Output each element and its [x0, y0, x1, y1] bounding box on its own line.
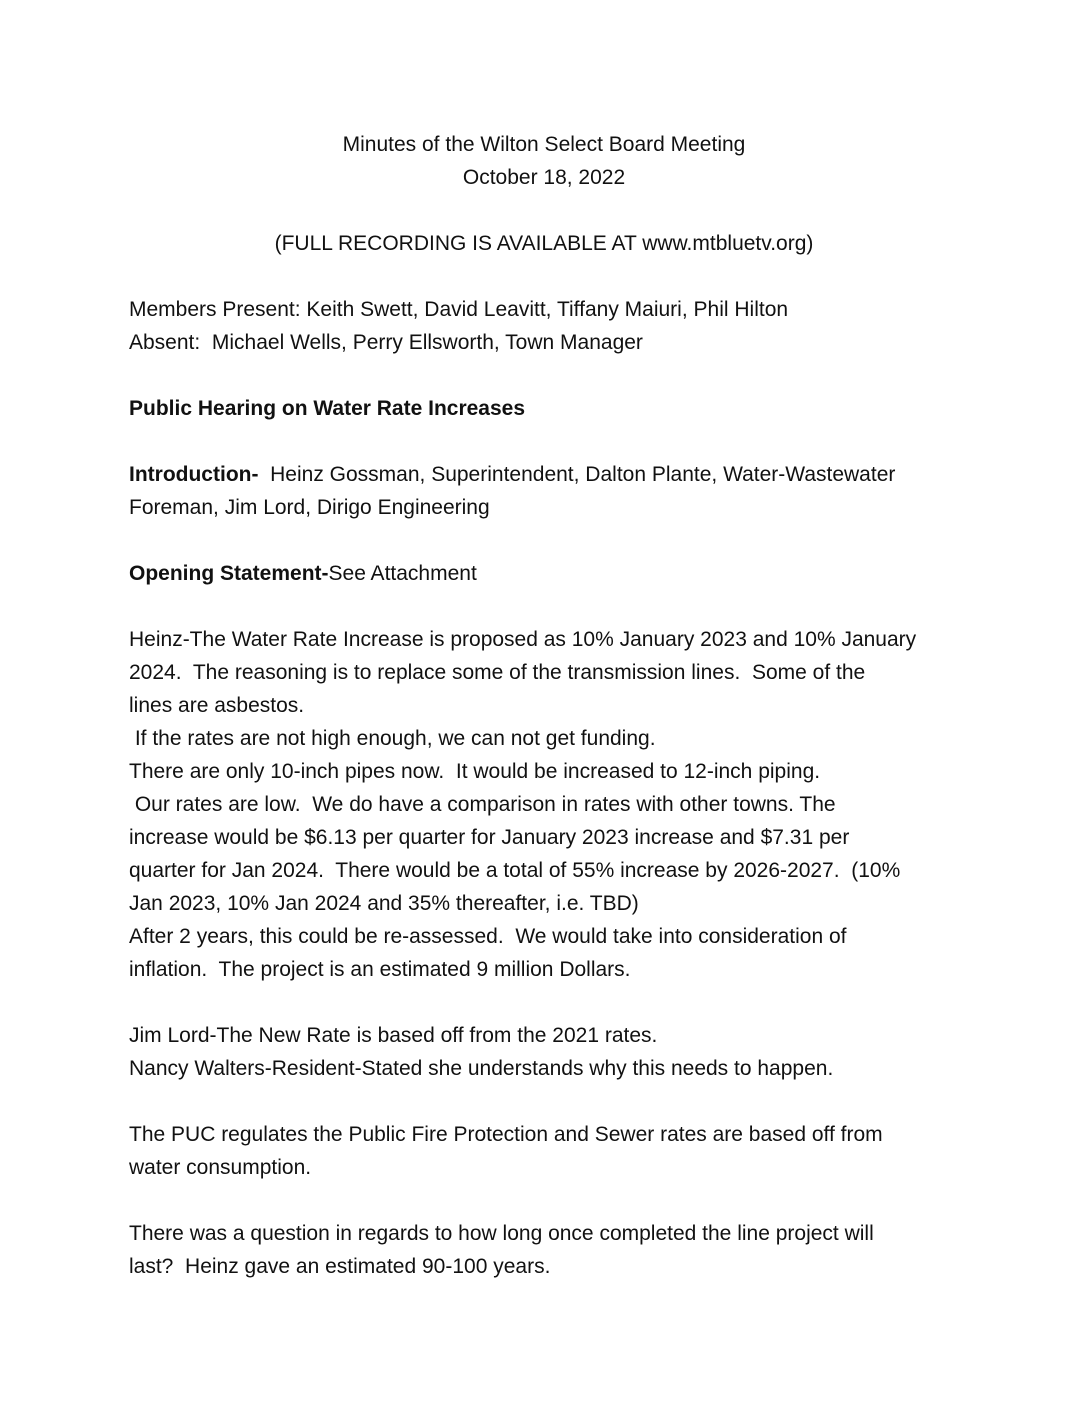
paragraph-line: increase would be $6.13 per quarter for January 2023 increase and $7.31 per: [129, 826, 850, 849]
paragraph-line: 2024. The reasoning is to replace some of the transmission lines. Some of the: [129, 661, 866, 684]
paragraph-line: Jim Lord-The New Rate is based off from the 2021 rates.: [129, 1024, 658, 1047]
paragraph-line: inflation. The project is an estimated 9 million Dollars.: [129, 958, 631, 981]
paragraph-line: Nancy Walters-Resident-Stated she understands why this needs to happen.: [129, 1057, 834, 1080]
paragraph-line: lines are asbestos.: [129, 694, 305, 717]
introduction-label: Introduction-: [129, 463, 259, 486]
opening-statement-text: See Attachment: [328, 562, 477, 585]
paragraph-line: If the rates are not high enough, we can not get funding.: [129, 727, 656, 750]
opening-statement-section: [129, 557, 969, 590]
paragraph-line: Heinz-The Water Rate Increase is proposed as 10% January 2023 and 10% January: [129, 628, 917, 651]
minutes-body: [129, 128, 969, 1283]
introduction-text-1: Heinz Gossman, Superintendent, Dalton Plante, Water-Wastewater: [258, 463, 896, 486]
document-header: [129, 128, 959, 260]
paragraph-line: There are only 10-inch pipes now. It would be increased to 12-inch piping.: [129, 760, 821, 783]
attendance-section: [129, 293, 969, 359]
jim-paragraph: [129, 1019, 969, 1085]
paragraph-line: Our rates are low. We do have a comparison in rates with other towns. The: [129, 793, 836, 816]
document-title: Minutes of the Wilton Select Board Meeting: [342, 133, 746, 156]
paragraph-line: quarter for Jan 2024. There would be a total of 55% increase by 2026-2027. (10%: [129, 859, 901, 882]
paragraph-line: After 2 years, this could be re-assessed. We would take into consideration of: [129, 925, 847, 948]
members-absent: Absent: Michael Wells, Perry Ellsworth, Town Manager: [129, 331, 643, 354]
paragraph-line: Jan 2023, 10% Jan 2024 and 35% thereafter, i.e. TBD): [129, 892, 639, 915]
paragraph-line: last? Heinz gave an estimated 90-100 years.: [129, 1255, 551, 1278]
meeting-date: October 18, 2022: [462, 166, 626, 189]
heinz-paragraph: [129, 623, 969, 986]
introduction-section: [129, 458, 969, 524]
paragraph-line: The PUC regulates the Public Fire Protection and Sewer rates are based off from: [129, 1123, 883, 1146]
hearing-heading: Public Hearing on Water Rate Increases: [129, 397, 526, 420]
question-paragraph: [129, 1217, 969, 1283]
introduction-text-2: Foreman, Jim Lord, Dirigo Engineering: [129, 496, 490, 519]
opening-statement-label: Opening Statement-: [129, 562, 329, 585]
recording-note: (FULL RECORDING IS AVAILABLE AT www.mtbluetv.org): [274, 232, 814, 255]
paragraph-line: water consumption.: [129, 1156, 312, 1179]
puc-paragraph: [129, 1118, 969, 1184]
members-present: Members Present: Keith Swett, David Leavitt, Tiffany Maiuri, Phil Hilton: [129, 298, 789, 321]
paragraph-line: There was a question in regards to how long once completed the line project will: [129, 1222, 874, 1245]
